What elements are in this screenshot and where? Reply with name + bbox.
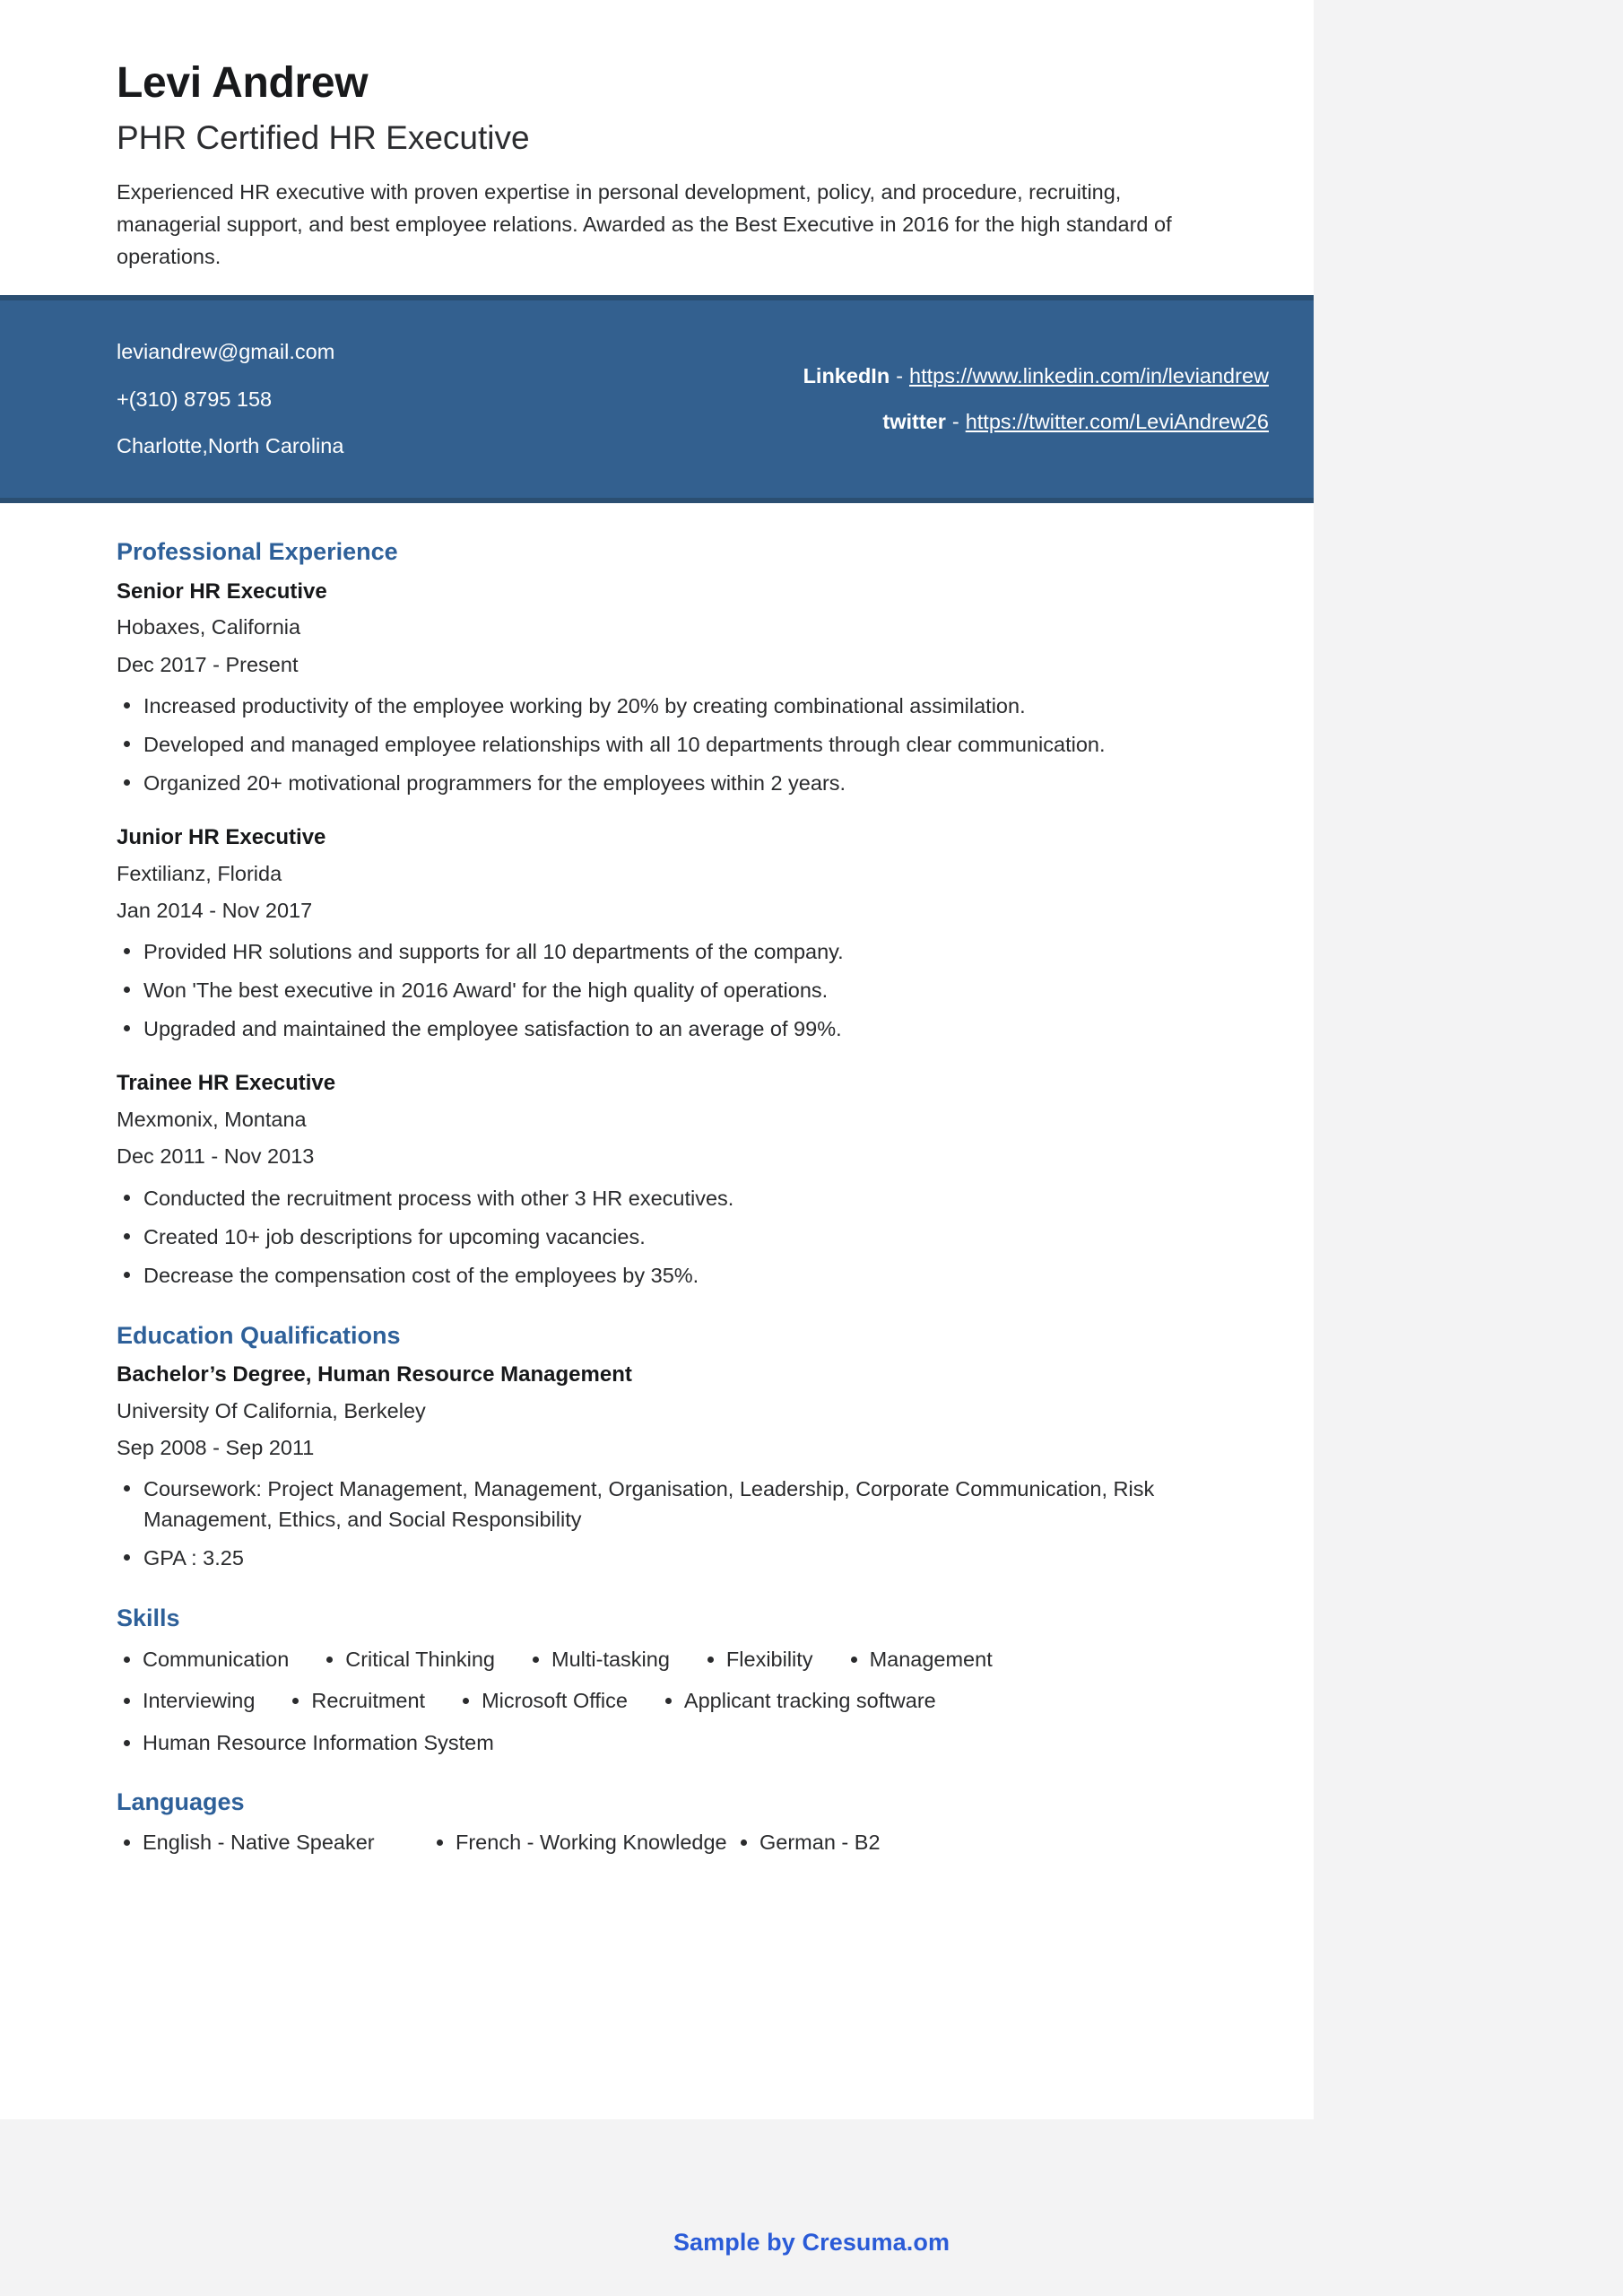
- social-link-linkedin[interactable]: [343, 363, 1269, 387]
- twitter-url[interactable]: https://twitter.com/LeviAndrew26: [965, 410, 1269, 434]
- list-item: Organized 20+ motivational programmers for the employees within 2 years.: [117, 768, 1208, 798]
- skill-item: Recruitment: [285, 1687, 425, 1715]
- list-item: Developed and managed employee relationships with all 10 departments through clear communication.: [117, 729, 1208, 760]
- language-item: French - Working Knowledge: [430, 1829, 733, 1857]
- resume-header: [0, 0, 1314, 274]
- experience-organization: Mexmonix, Montana: [117, 1108, 307, 1132]
- skills-row: [117, 1646, 1208, 1674]
- experience-role: Senior HR Executive: [117, 578, 327, 604]
- experience-organization: Hobaxes, California: [117, 615, 301, 639]
- language-item: German - B2: [733, 1829, 881, 1857]
- social-link-twitter[interactable]: [343, 412, 1269, 433]
- experience-bullet-list: [117, 1183, 1208, 1291]
- experience-organization: Fextilianz, Florida: [117, 861, 282, 885]
- resume-body: [0, 503, 1314, 1856]
- professional-summary: Experienced HR executive with proven expertise in personal development, policy, and procedure, recruiting, managerial support, and best employee relations. Awarded as the Best Executive in 2016 for the high standard of operations.: [117, 180, 1172, 269]
- experience-role: Junior HR Executive: [117, 825, 326, 850]
- social-links: [343, 363, 1269, 434]
- education-entry: [117, 1362, 1208, 1573]
- skill-item: Communication: [117, 1646, 289, 1674]
- section-title-experience: Professional Experience: [117, 538, 398, 566]
- section-spacer: [117, 1578, 1208, 1604]
- section-spacer: [117, 1296, 1208, 1321]
- experience-dates: Dec 2017 - Present: [117, 652, 299, 676]
- section-professional-experience: [117, 537, 1208, 1290]
- skill-item: Applicant tracking software: [658, 1687, 936, 1715]
- list-item: Increased productivity of the employee working by 20% by creating combinational assimilation.: [117, 691, 1208, 721]
- language-item: English - Native Speaker: [117, 1829, 430, 1857]
- page-title: Levi Andrew: [117, 59, 369, 107]
- contact-details: [117, 342, 343, 457]
- experience-bullet-list: [117, 936, 1208, 1044]
- list-item: Coursework: Project Management, Management, Organisation, Leadership, Corporate Communication, Risk Management, Ethics, and Social Responsibility: [117, 1474, 1208, 1535]
- contact-phone[interactable]: +(310) 8795 158: [117, 387, 273, 411]
- education-degree: Bachelor’s Degree, Human Resource Management: [117, 1362, 632, 1387]
- experience-dates: Dec 2011 - Nov 2013: [117, 1144, 315, 1169]
- section-languages: [117, 1787, 1208, 1857]
- skill-item: Microsoft Office: [456, 1687, 628, 1715]
- skill-item: Critical Thinking: [319, 1646, 495, 1674]
- education-institution: University Of California, Berkeley: [117, 1398, 426, 1422]
- contact-location: Charlotte,North Carolina: [117, 434, 344, 458]
- skills-row: [117, 1729, 1208, 1757]
- contact-email[interactable]: leviandrew@gmail.com: [117, 340, 335, 364]
- skills-list: [117, 1646, 1208, 1757]
- section-spacer: [117, 1762, 1208, 1787]
- skill-item: Human Resource Information System: [117, 1729, 494, 1757]
- skill-item: Flexibility: [700, 1646, 813, 1674]
- experience-bullet-list: [117, 691, 1208, 798]
- list-item: Won 'The best executive in 2016 Award' for the high quality of operations.: [117, 975, 1208, 1005]
- twitter-separator: -: [951, 410, 959, 434]
- linkedin-separator: -: [896, 363, 904, 387]
- list-item: Created 10+ job descriptions for upcoming vacancies.: [117, 1222, 1208, 1252]
- experience-entry: [117, 579, 1208, 798]
- list-item: GPA : 3.25: [117, 1543, 1208, 1573]
- skill-item: Management: [844, 1646, 993, 1674]
- list-item: Provided HR solutions and supports for all 10 departments of the company.: [117, 936, 1208, 967]
- experience-dates: Jan 2014 - Nov 2017: [117, 899, 313, 922]
- linkedin-label: LinkedIn: [803, 363, 890, 387]
- watermark-link[interactable]: Sample by Cresuma.om: [673, 2229, 950, 2256]
- linkedin-url[interactable]: https://www.linkedin.com/in/leviandrew: [909, 363, 1269, 387]
- experience-role: Trainee HR Executive: [117, 1071, 336, 1096]
- experience-entry: [117, 1071, 1208, 1290]
- section-title-education: Education Qualifications: [117, 1321, 401, 1349]
- education-dates: Sep 2008 - Sep 2011: [117, 1436, 315, 1460]
- skills-row: [117, 1687, 1208, 1715]
- skill-item: Multi-tasking: [525, 1646, 670, 1674]
- footer: [0, 2229, 1623, 2257]
- languages-row: [117, 1829, 1208, 1857]
- section-education-qualifications: [117, 1321, 1208, 1574]
- list-item: Conducted the recruitment process with other 3 HR executives.: [117, 1183, 1208, 1213]
- contact-band: [0, 295, 1314, 503]
- job-title: PHR Certified HR Executive: [117, 118, 530, 156]
- list-item: Upgraded and maintained the employee satisfaction to an average of 99%.: [117, 1013, 1208, 1044]
- section-title-languages: Languages: [117, 1787, 245, 1815]
- section-title-skills: Skills: [117, 1605, 180, 1632]
- experience-entry: [117, 825, 1208, 1044]
- section-skills: [117, 1604, 1208, 1756]
- list-item: Decrease the compensation cost of the employees by 35%.: [117, 1260, 1208, 1291]
- education-bullet-list: [117, 1474, 1208, 1573]
- languages-list: [117, 1829, 1208, 1857]
- skill-item: Interviewing: [117, 1687, 255, 1715]
- twitter-label: twitter: [882, 410, 946, 434]
